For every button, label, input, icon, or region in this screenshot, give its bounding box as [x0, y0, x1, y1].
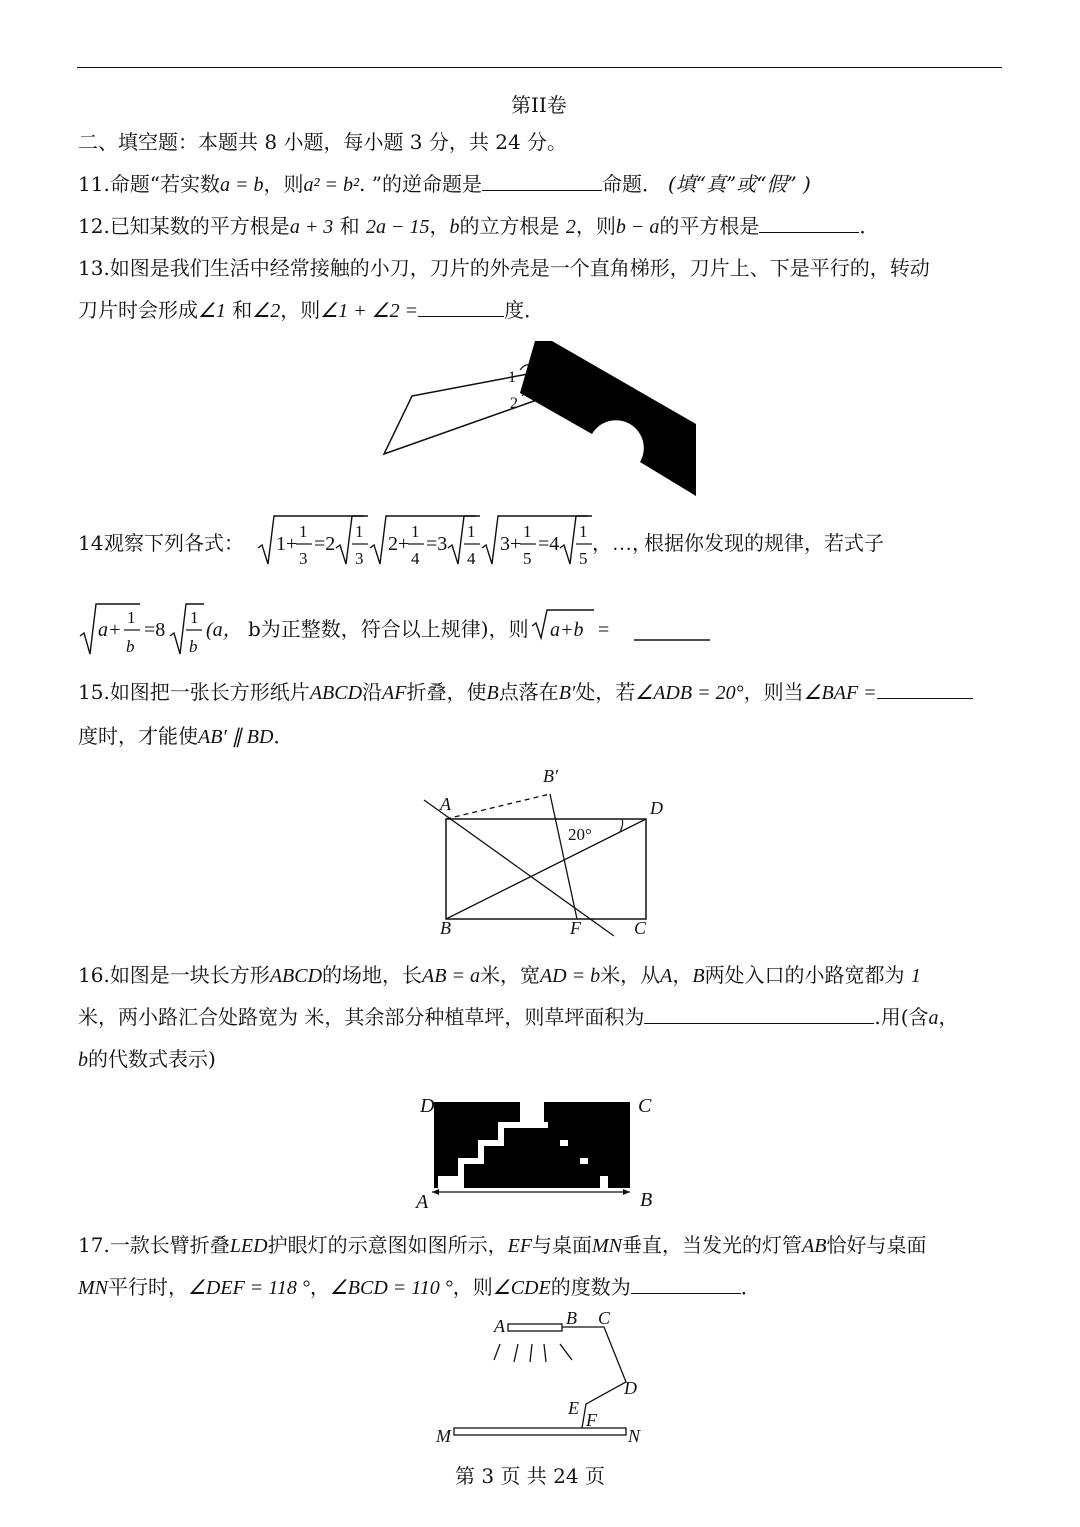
header-rule: [77, 67, 1002, 68]
svg-text:b为正整数，符合以上规律)，则: b为正整数，符合以上规律)，则: [248, 617, 529, 641]
svg-text:5: 5: [523, 549, 532, 568]
question-16-line2: 米，两小路汇合处路宽为 米，其余部分种植草坪，则草坪面积为 .用(含a，: [78, 1005, 959, 1029]
angle-label-2: 2: [510, 395, 518, 412]
angle-20: 20°: [568, 825, 592, 844]
corner-b: B: [640, 1189, 653, 1211]
question-13-line1: 13.如图是我们生活中经常接触的小刀，刀片的外壳是一个直角梯形，刀片上、下是平行的，转动: [78, 256, 930, 280]
question-15-line2: 度时，才能使AB′ ∥ BD．: [78, 724, 294, 748]
svg-text:14.: 14.: [78, 531, 110, 555]
question-17-line2: MN平行时，∠DEF = 118 °，∠BCD = 110 °，则∠CDE的度数为 ．: [78, 1275, 761, 1299]
question-16-line3: b的代数式表示): [78, 1047, 216, 1071]
point-f: F: [570, 918, 581, 938]
question-15-line1: 15.如图把一张长方形纸片ABCD沿AF折叠，使B点落在B′处，若∠ADB = 20°，则当∠BAF =: [78, 678, 973, 707]
desk-point-m: M: [436, 1426, 451, 1446]
question-13-line2: 刀片时会形成∠1 和∠2，则∠1 + ∠2 = 度．: [78, 298, 545, 322]
svg-text:=8: =8: [144, 619, 166, 641]
svg-text:5: 5: [579, 549, 588, 568]
svg-text:a+: a+: [98, 619, 122, 641]
section-title: 第II卷: [511, 93, 567, 117]
svg-text:观察下列各式：: 观察下列各式：: [104, 531, 244, 555]
lamp-point-d: D: [624, 1378, 637, 1398]
svg-text:3: 3: [299, 549, 308, 568]
svg-text:b: b: [126, 637, 135, 656]
lamp-point-a: A: [494, 1316, 505, 1336]
corner-c: C: [638, 1095, 652, 1117]
knife-figure: [380, 336, 700, 501]
lamp-point-b: B: [566, 1308, 577, 1328]
svg-text:1: 1: [467, 522, 476, 541]
angle-label-1: 1: [508, 369, 516, 386]
led-lamp-figure: [432, 1304, 652, 1454]
answer-blank-15[interactable]: [877, 678, 973, 699]
svg-text:3+: 3+: [500, 533, 522, 555]
segment-ab-prime: [446, 794, 550, 819]
svg-text:1: 1: [579, 522, 588, 541]
svg-text:3: 3: [355, 549, 364, 568]
svg-text:b: b: [189, 637, 198, 656]
svg-text:1+: 1+: [276, 533, 298, 555]
point-c: C: [634, 918, 647, 938]
question-16-line1: 16.如图是一块长方形ABCD的场地，长AB = a米，宽AD = b米，从A，B两处入口的小路宽都为 1: [78, 963, 921, 987]
question-17-line1: 17.一款长臂折叠LED护眼灯的示意图如图所示，EF与桌面MN垂直，当发光的灯管AB恰好与桌面: [78, 1233, 927, 1257]
answer-blank-12[interactable]: [759, 212, 859, 233]
svg-text:=4: =4: [538, 533, 560, 555]
svg-text:，…，: ，…，: [592, 533, 652, 555]
knife-handle: [520, 341, 696, 496]
svg-text:=3: =3: [426, 533, 448, 555]
knife-blade: [384, 374, 534, 454]
point-d: D: [650, 798, 663, 818]
svg-text:1: 1: [190, 608, 199, 627]
desk-mn: [454, 1428, 626, 1435]
svg-text:2+: 2+: [388, 533, 410, 555]
answer-blank-11[interactable]: [482, 170, 602, 191]
corner-d: D: [420, 1095, 435, 1117]
answer-blank-17[interactable]: [631, 1273, 741, 1294]
diagonal-bd: [446, 819, 646, 919]
answer-blank-16[interactable]: [644, 1003, 874, 1024]
question-12: 12.已知某数的平方根是a + 3 和 2a − 15，b的立方根是 2，则b − a的平方根是 ．: [78, 214, 880, 238]
point-b-prime: B′: [543, 766, 558, 786]
lamp-point-f: F: [586, 1410, 597, 1430]
part-heading: 二、填空题：本题共 8 小题，每小题 3 分，共 24 分。: [78, 130, 568, 154]
fold-rectangle-figure: [410, 764, 680, 944]
point-a: A: [440, 794, 451, 814]
svg-text:1: 1: [127, 608, 136, 627]
field-figure: [412, 1092, 662, 1214]
svg-text:=: =: [598, 619, 610, 641]
svg-text:=2: =2: [314, 533, 336, 555]
svg-text:1: 1: [411, 522, 420, 541]
svg-text:根据你发现的规律，若式子: 根据你发现的规律，若式子: [644, 531, 884, 555]
svg-text:(a，: (a，: [206, 619, 243, 641]
svg-text:1: 1: [355, 522, 364, 541]
svg-text:1: 1: [523, 522, 532, 541]
svg-text:4: 4: [411, 549, 420, 568]
lamp-point-c: C: [598, 1308, 611, 1328]
question-14-line2: [78, 596, 798, 662]
point-b: B: [440, 918, 451, 938]
svg-text:4: 4: [467, 549, 476, 568]
corner-a: A: [416, 1191, 429, 1213]
page-footer: 第 3 页 共 24 页: [455, 1464, 605, 1488]
desk-point-n: N: [628, 1426, 641, 1446]
lamp-tube-ab: [508, 1324, 562, 1331]
question-14-line1: [78, 512, 1018, 574]
lamp-point-e: E: [568, 1398, 579, 1418]
svg-text:a+b: a+b: [550, 619, 584, 641]
svg-text:1: 1: [299, 522, 308, 541]
answer-blank-13[interactable]: [418, 296, 504, 317]
question-11: 11.命题“若实数a = b，则a² = b². ”的逆命题是 命题． (填“真”或“假” ): [78, 172, 811, 196]
